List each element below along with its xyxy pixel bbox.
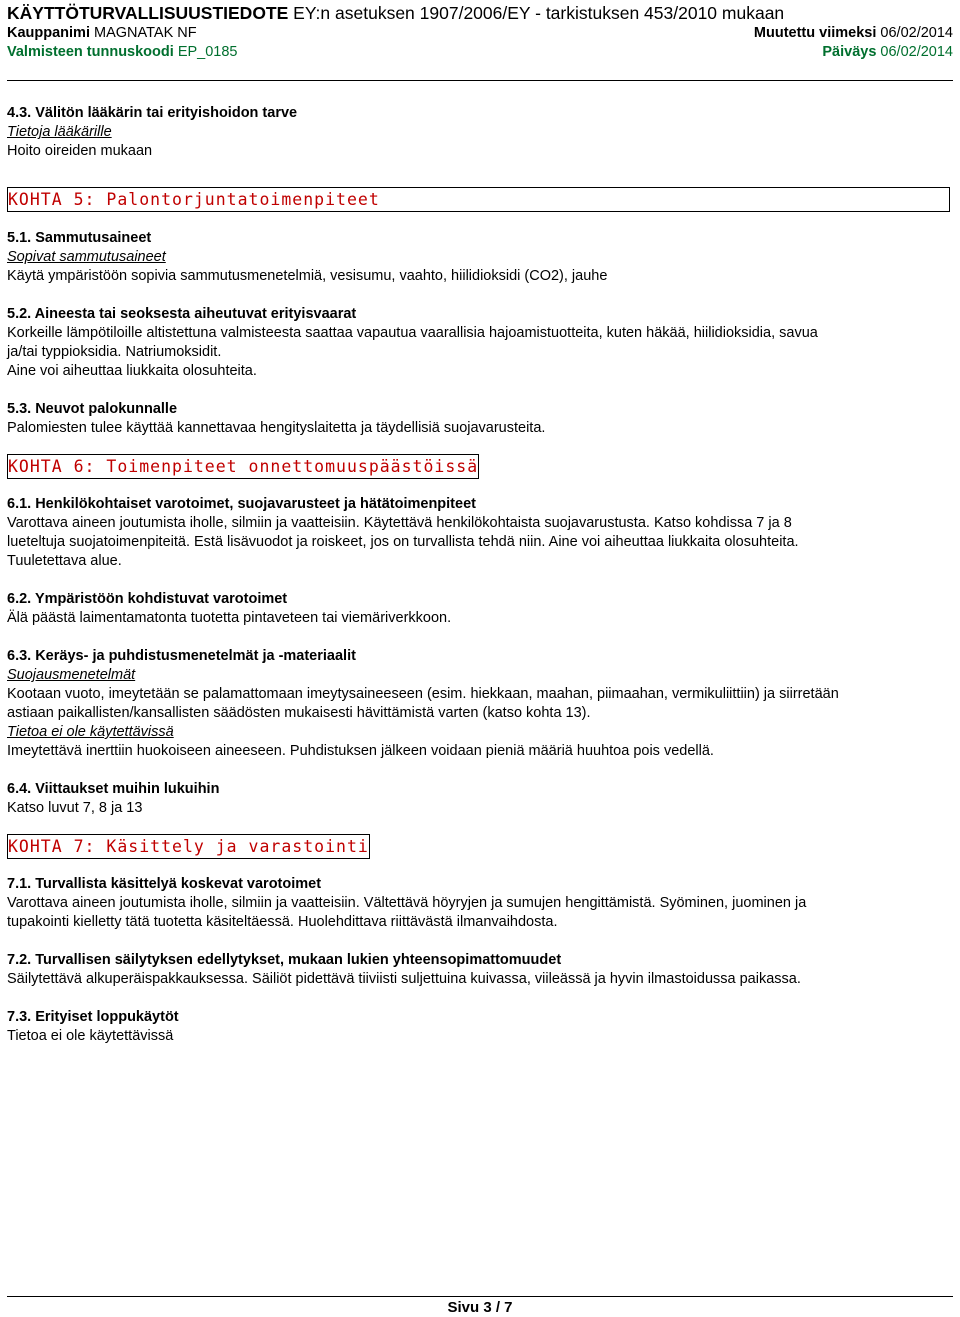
subheading-suitable-media: Sopivat sammutusaineet [7,249,166,265]
title-main: KÄYTTÖTURVALLISUUSTIEDOTE [7,3,289,23]
heading-5-1: 5.1. Sammutusaineet [7,230,152,246]
document-title [7,3,953,24]
product-code: Valmisteen tunnuskoodi EP_0185 [7,44,238,60]
text-4-3: Hoito oireiden mukaan [7,143,153,159]
header-row-2 [7,43,953,62]
text-6-2: Älä päästä laimentamatonta tuotetta pintaveteen tai viemäriverkkoon. [7,610,452,626]
heading-6-2: 6.2. Ympäristöön kohdistuvat varotoimet [7,591,288,607]
text-6-1-line-1: Varottava aineen joutumista iholle, silmiin ja vaatteisiin. Käytettävä henkilökohtaista suojavarustusta. Katso kohdissa 7 ja 8 [7,515,792,531]
text-5-2-line-1: Korkeille lämpötiloille altistettuna valmisteesta saattaa vapautua vaarallisia hajoamistuotteita, kuten häkää, hiilidioksidia, savua [7,325,818,341]
text-7-1-line-1: Varottava aineen joutumista iholle, silmiin ja vaatteisiin. Vältettävä höyryjen ja sumujen hengittämistä. Syöminen, juominen ja [7,895,807,911]
text-5-3: Palomiesten tulee käyttää kannettavaa hengityslaitetta ja täydellisiä suojavarusteita. [7,420,546,436]
text-7-3: Tietoa ei ole käytettävissä [7,1028,174,1044]
header-row-1 [7,24,953,43]
text-5-2-line-2: ja/tai typpioksidia. Natriumoksidit. [7,344,222,360]
header-divider [7,80,953,81]
section-7-title: KOHTA 7: Käsittely ja varastointi [7,834,370,859]
page-number: Sivu 3 / 7 [447,1299,513,1316]
section-5-title: KOHTA 5: Palontorjuntatoimenpiteet [7,187,950,212]
text-6-3-line-3: Imeytettävä inerttiin huokoiseen aineeseen. Puhdistuksen jälkeen voidaan pieniä määriä huuhtoa pois vedellä. [7,743,714,759]
heading-7-1: 7.1. Turvallista käsittelyä koskevat varotoimet [7,876,322,892]
footer-divider [7,1296,953,1297]
document-body [7,104,950,1046]
heading-6-4: 6.4. Viittaukset muihin lukuihin [7,781,220,797]
heading-7-2: 7.2. Turvallisen säilytyksen edellytykset, mukaan lukien yhteensopimattomuudet [7,952,562,968]
subheading-info-for-doctor: Tietoja lääkärille [7,124,112,140]
text-6-3-line-2: astiaan paikallisten/kansallisten säädösten mukaisesti hävittämistä varten (katso kohta 13). [7,705,591,721]
heading-6-3: 6.3. Keräys- ja puhdistusmenetelmät ja -materiaalit [7,648,356,664]
issue-date: Päiväys 06/02/2014 [822,44,953,60]
heading-7-3: 7.3. Erityiset loppukäytöt [7,1009,179,1025]
section-6-title: KOHTA 6: Toimenpiteet onnettomuuspäästöissä [7,454,479,479]
text-5-1: Käytä ympäristöön sopivia sammutusmenetelmiä, vesisumu, vaahto, hiilidioksidi (CO2), jauhe [7,268,608,284]
revised-date: Muutettu viimeksi 06/02/2014 [753,25,953,41]
heading-4-3: 4.3. Välitön lääkärin tai erityishoidon tarve [7,105,298,121]
text-6-3-line-1: Kootaan vuoto, imeytetään se palamattomaan imeytysaineeseen (esim. hiekkaan, maahan, piimaahan, vermikuliittiin) ja siirretään [7,686,839,702]
text-6-1-line-3: Tuuletettava alue. [7,553,122,569]
text-5-2-line-3: Aine voi aiheuttaa liukkaita olosuhteita. [7,363,257,379]
text-7-1-line-2: tupakointi kielletty tätä tuotetta käsiteltäessä. Huolehdittava riittävästä ilmanvaihdosta. [7,914,558,930]
heading-5-2: 5.2. Aineesta tai seoksesta aiheutuvat erityisvaarat [7,306,357,322]
subheading-containment: Suojausmenetelmät [7,667,136,683]
document-header [7,3,953,62]
subheading-no-info: Tietoa ei ole käytettävissä [7,724,174,740]
text-6-1-line-2: lueteltuja suojatoimenpiteitä. Estä lisävuodot ja roiskeet, jos on turvallista tehdä niin. Aine voi aiheuttaa liukkaita olosuhteita. [7,534,799,550]
heading-6-1: 6.1. Henkilökohtaiset varotoimet, suojavarusteet ja hätätoimenpiteet [7,496,476,512]
title-regulation: EY:n asetuksen 1907/2006/EY - tarkistuksen 453/2010 mukaan [288,3,785,23]
trade-name: Kauppanimi MAGNATAK NF [7,25,197,41]
text-6-4: Katso luvut 7, 8 ja 13 [7,800,143,816]
text-7-2: Säilytettävä alkuperäispakkauksessa. Säiliöt pidettävä tiiviisti suljettuina kuivassa, viileässä ja hyvin ilmastoidussa paikassa. [7,971,801,987]
heading-5-3: 5.3. Neuvot palokunnalle [7,401,178,417]
